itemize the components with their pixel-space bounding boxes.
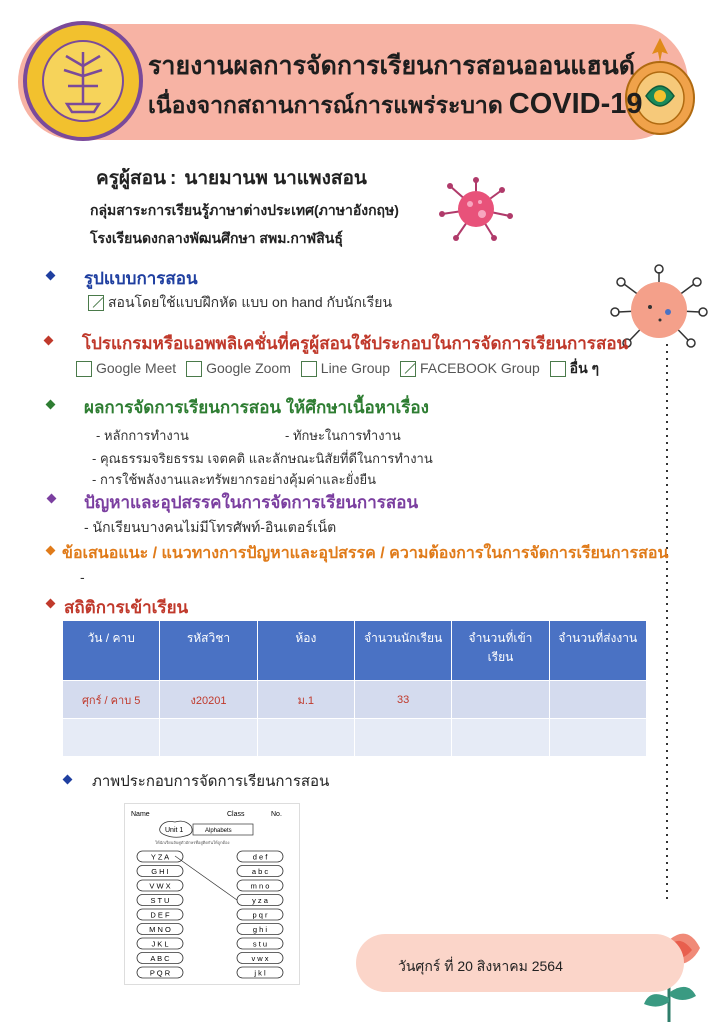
worksheet-class-label: Class [227, 811, 245, 818]
suggestions-heading: ข้อเสนอแนะ / แนวทางการปัญหาและอุปสรรค / ความต้องการในการจัดการเรียนการสอน [62, 545, 669, 562]
checkbox[interactable] [76, 361, 92, 377]
option-label: อื่น ๆ [569, 360, 600, 376]
worksheet-no-label: No. [271, 811, 282, 818]
worksheet-right-item-text: a b c [251, 867, 269, 876]
worksheet-name-label: Name [131, 811, 150, 818]
table-header-row [63, 621, 647, 681]
worksheet-right-item-text: y z a [252, 896, 268, 905]
table-cell [63, 719, 160, 757]
worksheet-left-item-text: A B C [150, 954, 170, 963]
checkbox[interactable] [186, 361, 202, 377]
checkbox[interactable] [400, 361, 416, 377]
column-header: รหัสวิชา [160, 621, 257, 681]
worksheet-left-item-text: D E F [150, 910, 170, 920]
option-label: Google Zoom [206, 360, 291, 376]
school-seal-logo [22, 20, 144, 142]
table-cell [549, 719, 646, 757]
result-item: - การใช้พลังงานและทรัพยากรอย่างคุ้มค่าและยั่งยืน [92, 472, 377, 487]
worksheet-right-item-text: s t u [252, 939, 268, 949]
result-item: - ทักษะในการทำงาน [285, 428, 401, 443]
worksheet-left-item-text: P Q R [149, 968, 171, 978]
teaching-format-row [88, 292, 392, 314]
table-cell [160, 719, 257, 757]
option-label: Line Group [320, 360, 391, 376]
teacher-colon: : [170, 168, 177, 189]
bullet-icon [46, 546, 56, 556]
report-subtitle [148, 88, 643, 124]
column-header: วัน / คาบ [63, 621, 160, 681]
bullet-icon [63, 775, 73, 785]
table-cell [452, 719, 549, 757]
subject-group: กลุ่มสาระการเรียนรู้ภาษาต่างประเทศ(ภาษาอังกฤษ) [90, 202, 399, 218]
teaching-format-heading: รูปแบบการสอน [84, 269, 198, 288]
worksheet-image [124, 803, 300, 985]
table-row [63, 681, 647, 719]
option-label: Google Meet [96, 360, 177, 376]
option-other[interactable] [550, 358, 599, 380]
worksheet-drawing [125, 804, 299, 984]
option-line-group[interactable] [301, 360, 390, 377]
checkbox[interactable] [550, 361, 566, 377]
table-cell [257, 719, 354, 757]
table-cell [354, 719, 451, 757]
column-header: ห้อง [257, 621, 354, 681]
table-cell: 33 [354, 681, 451, 719]
school-name: โรงเรียนดงกลางพัฒนศึกษา สพม.กาฬสินธุ์ [90, 230, 343, 246]
option-label: FACEBOOK Group [419, 360, 540, 376]
bullet-icon [44, 336, 54, 346]
worksheet-right-item-text: g h i [252, 925, 268, 934]
checkbox[interactable] [301, 361, 317, 377]
worksheet-left-item-text: G H I [151, 867, 169, 876]
option-google-zoom[interactable] [186, 360, 291, 377]
worksheet-right-item-text: m n o [250, 881, 270, 891]
bullet-icon [46, 599, 56, 609]
teaching-format-text: สอนโดยใช้แบบฝึกหัด แบบ on hand กับนักเรียน [108, 294, 393, 310]
option-google-meet[interactable] [76, 360, 176, 377]
teacher-label: ครูผู้สอน [96, 168, 167, 189]
worksheet-right-item-text: v w x [251, 954, 269, 963]
table-cell: ม.1 [257, 681, 354, 719]
covid-label: COVID-19 [508, 88, 643, 120]
programs-heading: โปรแกรมหรือแอพพลิเคชั่นที่ครูผู้สอนใช้ประกอบในการจัดการเรียนการสอน [82, 334, 629, 353]
worksheet-left-item-text: J K L [151, 939, 169, 949]
report-title: รายงานผลการจัดการเรียนการสอนออนแฮนด์ [148, 52, 635, 80]
result-item: - หลักการทำงาน [96, 428, 189, 443]
problem-item: - นักเรียนบางคนไม่มีโทรศัพท์-อินเตอร์เน็ต [84, 519, 337, 535]
illustration-heading: ภาพประกอบการจัดการเรียนการสอน [92, 773, 330, 790]
worksheet-left-item-text: V W X [149, 881, 171, 891]
bullet-icon [46, 271, 56, 281]
suggestion-item: - [80, 569, 85, 585]
table-cell: ศุกร์ / คาบ 5 [63, 681, 160, 719]
result-item: - คุณธรรมจริยธรรม เจตคติ และลักษณะนิสัยที่ดีในการทำงาน [92, 451, 433, 466]
report-date: วันศุกร์ ที่ 20 สิงหาคม 2564 [398, 958, 563, 974]
table-cell [549, 681, 646, 719]
teacher-name: นายมานพ นาแพงสอน [184, 168, 367, 189]
decorative-virus-line [610, 262, 709, 942]
column-header: จำนวนที่ส่งงาน [549, 621, 646, 681]
column-header: จำนวนที่เข้าเรียน [452, 621, 549, 681]
worksheet-left-item-text: Y Z A [150, 852, 170, 862]
worksheet-left-item-text: M N O [149, 925, 171, 934]
worksheet-topic: Alphabets [205, 828, 232, 834]
bullet-icon [46, 400, 56, 410]
programs-options [76, 358, 605, 380]
worksheet-right-item-text: p q r [252, 910, 268, 920]
problems-heading: ปัญหาและอุปสรรคในการจัดการเรียนการสอน [84, 493, 419, 512]
table-row [63, 719, 647, 757]
virus-illustration [436, 176, 516, 242]
attendance-heading: สถิติการเข้าเรียน [64, 598, 189, 617]
results-heading: ผลการจัดการเรียนการสอน ให้ศึกษาเนื้อหาเรื่อง [84, 398, 429, 417]
column-header: จำนวนนักเรียน [354, 621, 451, 681]
worksheet-left-item-text: S T U [150, 896, 170, 905]
table-cell: ง20201 [160, 681, 257, 719]
worksheet-instruction: ให้นักเรียนจับคู่ตัวอักษรที่อยู่ติดกันให้ถูกต้อง [155, 840, 230, 845]
teaching-format-checkbox[interactable] [88, 295, 104, 311]
teacher-line [96, 163, 367, 193]
subtitle-text: เนื่องจากสถานการณ์การแพร่ระบาด [148, 92, 503, 118]
worksheet-right-item-text: j k l [254, 968, 266, 978]
worksheet-unit: Unit 1 [165, 827, 184, 834]
table-cell [452, 681, 549, 719]
worksheet-right-item-text: d e f [252, 852, 268, 862]
attendance-table [62, 620, 647, 757]
bullet-icon [47, 494, 57, 504]
option-facebook-group[interactable] [400, 360, 540, 377]
